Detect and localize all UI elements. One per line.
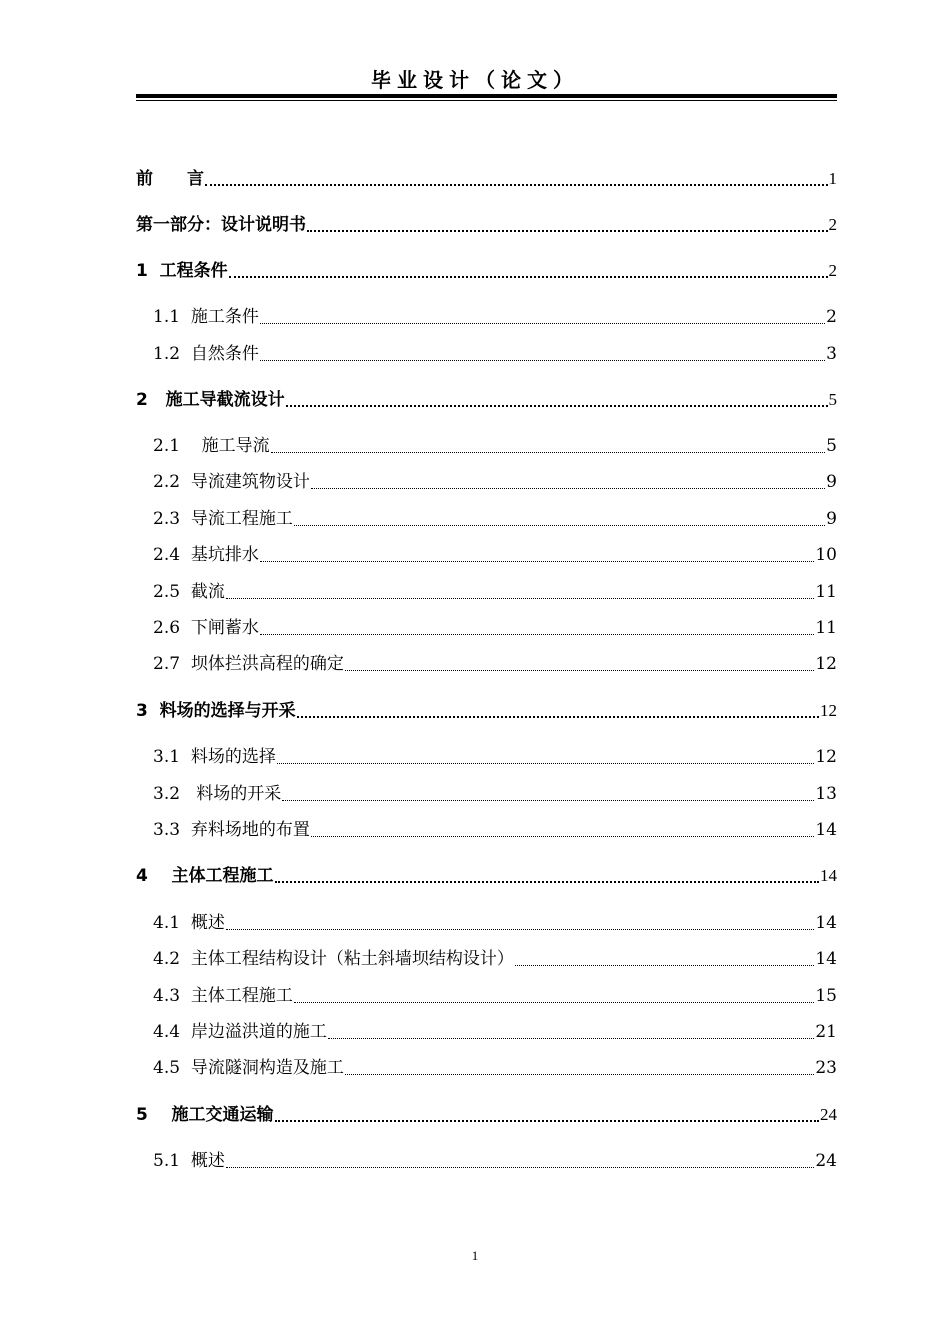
toc-dot-leader [294, 511, 825, 526]
toc-dot-leader [226, 915, 815, 930]
toc-entry-page: 24 [820, 1105, 837, 1124]
toc-entry-label: 4 主体工程施工 [136, 866, 274, 886]
toc-entry-page: 14 [820, 866, 837, 885]
toc-chapter-entry[interactable] [136, 387, 837, 411]
toc-section-entry[interactable] [136, 542, 837, 566]
toc-chapter-entry[interactable] [136, 1102, 837, 1126]
toc-section-entry[interactable] [136, 615, 837, 639]
toc-section-entry[interactable] [136, 910, 837, 934]
toc-entry-label: 4.3 主体工程施工 [153, 986, 293, 1006]
toc-dot-leader [307, 216, 828, 232]
toc-entry-page: 2 [826, 307, 837, 327]
toc-entry-label: 1.1 施工条件 [153, 307, 259, 327]
toc-entry-label: 2.7 坝体拦洪高程的确定 [153, 654, 344, 674]
toc-dot-leader [311, 474, 825, 489]
toc-entry-page: 3 [826, 344, 837, 364]
toc-dot-leader [311, 822, 815, 837]
header-rule-thick [136, 94, 837, 98]
toc-entry-label: 2.4 基坑排水 [153, 545, 259, 565]
toc-entry-label: 2.1 施工导流 [153, 436, 270, 456]
toc-entry-page: 10 [815, 545, 837, 565]
toc-dot-leader [226, 1153, 815, 1168]
toc-entry-page: 2 [828, 261, 837, 280]
toc-section-entry[interactable] [136, 506, 837, 530]
toc-entry-label: 4.1 概述 [153, 913, 225, 933]
toc-section-entry[interactable] [136, 433, 837, 457]
toc-dot-leader [229, 262, 828, 278]
toc-entry-label: 2.3 导流工程施工 [153, 509, 293, 529]
toc-entry-page: 2 [828, 215, 837, 234]
toc-entry-page: 21 [815, 1022, 837, 1042]
toc-section-entry[interactable] [136, 1019, 837, 1043]
toc-entry-label: 3.1 料场的选择 [153, 747, 276, 767]
toc-entry-page: 23 [815, 1058, 837, 1078]
toc-entry-page: 11 [815, 618, 837, 638]
toc-chapter-entry[interactable] [136, 863, 837, 887]
toc-entry-label: 4.2 主体工程结构设计（粘土斜墙坝结构设计） [153, 949, 514, 969]
toc-entry-page: 9 [826, 472, 837, 492]
toc-entry-page: 15 [815, 986, 837, 1006]
toc-dot-leader [345, 1060, 815, 1075]
toc-dot-leader [260, 547, 815, 562]
toc-entry-page: 24 [815, 1151, 837, 1171]
toc-dot-leader [260, 346, 825, 361]
toc-dot-leader [260, 309, 825, 324]
toc-entry-page: 14 [815, 820, 837, 840]
toc-entry-label: 5.1 概述 [153, 1151, 225, 1171]
toc-entry-page: 1 [828, 169, 837, 188]
toc-dot-leader [275, 1106, 819, 1122]
toc-section-entry[interactable] [136, 304, 837, 328]
toc-dot-leader [297, 702, 819, 718]
toc-entry-label: 2 施工导截流设计 [136, 390, 285, 410]
toc-entry-label: 4.5 导流隧洞构造及施工 [153, 1058, 344, 1078]
toc-dot-leader [260, 620, 815, 635]
toc-section-entry[interactable] [136, 781, 837, 805]
header-rule-thin [136, 100, 837, 101]
toc-entry-label: 3 料场的选择与开采 [136, 701, 296, 721]
toc-section-entry[interactable] [136, 946, 837, 970]
toc-section-entry[interactable] [136, 983, 837, 1007]
toc-entry-page: 14 [815, 949, 837, 969]
toc-dot-leader [277, 749, 815, 764]
toc-chapter-entry[interactable] [136, 258, 837, 282]
toc-entry-label: 4.4 岸边溢洪道的施工 [153, 1022, 327, 1042]
toc-section-entry[interactable] [136, 651, 837, 675]
toc-section-entry[interactable] [136, 341, 837, 365]
toc-entry-label: 1 工程条件 [136, 261, 228, 281]
toc-entry-label: 1.2 自然条件 [153, 344, 259, 364]
toc-dot-leader [515, 951, 815, 966]
toc-section-entry[interactable] [136, 1055, 837, 1079]
toc-dot-leader [294, 988, 815, 1003]
toc-entry-page: 12 [815, 654, 837, 674]
toc-dot-leader [275, 867, 819, 883]
footer-page-number: 1 [471, 1248, 479, 1263]
toc-entry-page: 12 [820, 701, 837, 720]
toc-entry-page: 5 [828, 390, 837, 409]
toc-section-entry[interactable] [136, 817, 837, 841]
toc-entry-label: 2.2 导流建筑物设计 [153, 472, 310, 492]
toc-dot-leader [205, 170, 828, 186]
toc-entry-page: 12 [815, 747, 837, 767]
toc-section-entry[interactable] [136, 579, 837, 603]
toc-entry-page: 14 [815, 913, 837, 933]
toc-section-entry[interactable] [136, 469, 837, 493]
toc-entry-label: 3.3 弃料场地的布置 [153, 820, 310, 840]
toc-entry-label: 5 施工交通运输 [136, 1105, 274, 1125]
toc-chapter-entry[interactable] [136, 166, 837, 190]
toc-entry-label: 2.5 截流 [153, 582, 225, 602]
toc-entry-page: 11 [815, 582, 837, 602]
toc-dot-leader [282, 786, 814, 801]
toc-entry-label: 3.2 料场的开采 [153, 784, 282, 804]
toc-chapter-entry[interactable] [136, 698, 837, 722]
page-header-title: 毕业设计（论文） [371, 68, 579, 92]
toc-entry-page: 5 [826, 436, 837, 456]
toc-dot-leader [271, 438, 826, 453]
toc-dot-leader [345, 656, 815, 671]
toc-entry-page: 13 [815, 784, 837, 804]
toc-section-entry[interactable] [136, 1148, 837, 1172]
toc-entry-label: 前 言 [136, 169, 204, 189]
toc-section-entry[interactable] [136, 744, 837, 768]
toc-entry-label: 2.6 下闸蓄水 [153, 618, 259, 638]
toc-dot-leader [226, 584, 815, 599]
toc-entry-label: 第一部分：设计说明书 [136, 215, 306, 235]
toc-dot-leader [286, 391, 828, 407]
toc-entry-page: 9 [826, 509, 837, 529]
toc-dot-leader [328, 1024, 815, 1039]
toc-chapter-entry[interactable] [136, 212, 837, 236]
